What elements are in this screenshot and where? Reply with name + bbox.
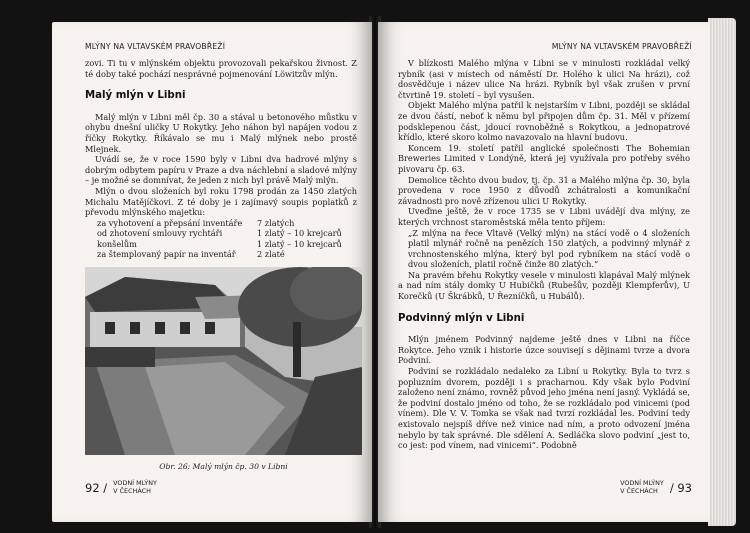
left-paragraph: Uvádí se, že v roce 1590 byly v Libni dva hadrové mlýny s dobrým odbytem papíru v Praze a dva náchlební a sladové mlýny – je možné se domnívat, že jeden z nich byl právě Malý mlýn. (85, 154, 357, 186)
fee-item: od zhotovení smlouvy rychtáři (97, 228, 223, 239)
left-text-block (85, 58, 357, 259)
fee-item: konšelům (97, 238, 137, 249)
fee-row (97, 228, 342, 238)
footer-section-line: V ČECHÁCH (113, 486, 151, 495)
fee-amount: 1 zlatý – 10 krejcarů (257, 228, 342, 239)
right-page (378, 22, 710, 522)
fee-row (97, 218, 342, 228)
left-running-head: MLÝNY NA VLTAVSKÉM PRAVOBŘEŽÍ (85, 42, 226, 51)
left-paragraph: Malý mlýn v Libni měl čp. 30 a stával u betonového můstku v ohybu dnešní uličky U Rokytky. Jeho náhon byl napájen vodou z říčky Rokytky. Říkávalo se mu i Malý mlýnek nebo prostě Mlejnek. (85, 111, 357, 154)
left-footer-section (113, 480, 157, 495)
fee-item: za vyhotovení a přepsání inventáře (97, 217, 243, 228)
fee-row (97, 239, 342, 249)
footer-section-line: VODNÍ MLÝNY (620, 479, 664, 487)
footer-section-line: V ČECHÁCH (620, 486, 658, 495)
right-paragraph: Mlýn jménem Podvinný najdeme ještě dnes v Libni na říčce Rokytce. Jeho vznik i historie úzce souvisejí s dějinami tvrze a dvora Podviní. (398, 334, 690, 366)
right-paragraph: Koncem 19. století patřil anglické společnosti The Bohemian Breweries Limited v Londýně, která jej využívala pro potřeby svého pivovaru čp. 63. (398, 142, 690, 174)
fee-amount: 1 zlatý – 10 krejcarů (257, 238, 342, 249)
right-paragraph: Objekt Malého mlýna patřil k nejstarším v Libni, později se skládal ze dvou částí, neboť k němu byl připojen dům čp. 31. Měl v přízemí podsklepenou část, jdoucí rovnoběžně s Rokytkou, a jednopatrové křídlo, které skoro kolmo navazovalo na hlavní budovu. (398, 100, 690, 143)
footer-section-line: VODNÍ MLÝNY (113, 479, 157, 487)
right-footer-section (620, 480, 664, 495)
left-page-number: 92 / (85, 480, 108, 495)
right-page-number: / 93 (669, 480, 692, 495)
right-paragraph: Podviní se rozkládalo nedaleko za Libní u Rokytky. Byla to tvrz s popluzním dvorem, později i s pracharnou. Kdy však bylo Podviní založeno není známo, rovněž původ jeho jména není jasný. Vykládá se, že podviní dostalo jméno od toho, že se rozkládalo pod vinicemi (pod vínem). Dle V. V. Tomka se však nad tvrzí rozkládal les. Podviní tedy existovalo nejspíš dříve než vinice nad ním, a proto odvození jména nebylo by tak správné. Dle sdělení A. Sedláčka slovo podviní „jest to, co jest: pod vínem, nad vinicemi“. Podobně (398, 366, 690, 451)
right-paragraph: V blízkosti Malého mlýna v Libni se v minulosti rozkládal velký rybník (asi v místech od náměstí Dr. Holého k ulici Na hrázi), což dosvědčuje i název ulice Na hrázi. Rybník byl však zrušen v první čtvrtině 19. století – byl vysušen. (398, 58, 690, 100)
section-heading-podvinny-mlyn: Podvinný mlýn v Libni (398, 312, 525, 324)
right-text-block (398, 58, 690, 451)
mill-photo-illustration (85, 267, 362, 455)
fee-amount: 7 zlatých (257, 217, 295, 228)
left-footer (85, 480, 157, 495)
page-edges (708, 18, 736, 526)
fee-row (97, 249, 342, 259)
mill-photo (85, 267, 362, 455)
fee-amount: 2 zlaté (257, 248, 285, 259)
left-paragraph: Mlýn o dvou složeních byl roku 1798 prodán za 1450 zlatých Michalu Matějíčkovi. Z té doby je i zajímavý soupis poplatků z převodu mlýnského majetku: (85, 185, 357, 218)
right-paragraph: Na pravém břehu Rokytky vesele v minulosti klapával Malý mlýnek a nad ním stály domky U Hubičků (Rubešův, později Klempferův), U Korečků (U Škrábků, U Řezníčků, u Hubálů). (398, 269, 690, 302)
photo-caption: Obr. 26: Malý mlýn čp. 30 v Libni (159, 462, 288, 471)
right-paragraph: Uveďme ještě, že v roce 1735 se v Libni uvádějí dva mlýny, ze kterých vrchnost staroměstská měla tento příjem: (398, 206, 690, 227)
left-page (52, 22, 372, 522)
right-paragraph: Demolice těchto dvou budov, tj. čp. 31 a Malého mlýna čp. 30, byla provedena v roce 1950 z důvodů zchátralosti a komunikační závadnosti pro nově zřízenou ulici U Rokytky. (398, 174, 690, 206)
quote-paragraph: „Z mlýna na řece Vltavě (Velký mlýn) na stácí vodě o 4 složeních platil mlynář ročně na penězích 150 zlatých, a podvinný mlynář z vrchnostenského mlýna, který byl pod rybníkem na stácí vodě o dvou složeních, platil ročně činže 80 zlatých.“ (408, 227, 690, 270)
right-footer (620, 480, 692, 495)
right-running-head: MLÝNY NA VLTAVSKÉM PRAVOBŘEŽÍ (551, 42, 692, 51)
section-heading-maly-mlyn: Malý mlýn v Libni (85, 90, 186, 102)
fee-item: za štemplovaný papír na inventář (97, 248, 236, 259)
left-intro-paragraph: zovi. Ti tu v mlýnském objektu provozovali pekařskou živnost. Z té doby také pochází nesprávné pojmenování Löwitzův mlýn. (85, 58, 357, 79)
fees-table (97, 218, 342, 260)
